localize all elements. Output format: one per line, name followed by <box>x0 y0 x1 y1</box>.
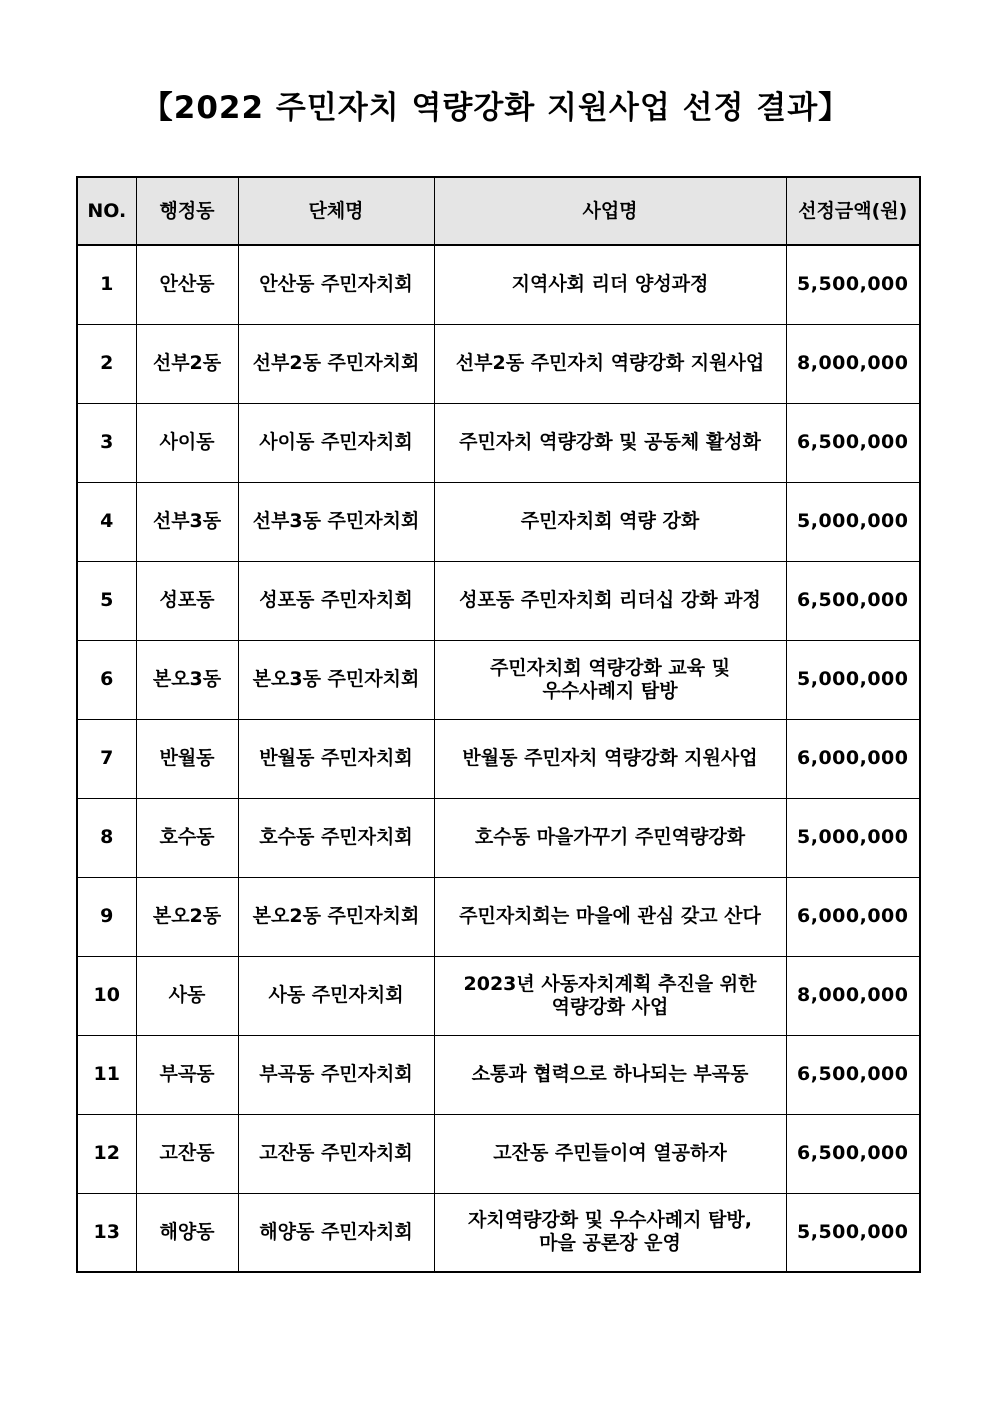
cell-organization: 사동 주민자치회 <box>238 956 434 1035</box>
table-row <box>77 640 920 719</box>
cell-dong: 선부2동 <box>136 324 238 403</box>
cell-no: 4 <box>77 482 136 561</box>
cell-dong: 고잔동 <box>136 1114 238 1193</box>
table-row <box>77 956 920 1035</box>
cell-project: 지역사회 리더 양성과정 <box>434 245 786 324</box>
cell-dong: 안산동 <box>136 245 238 324</box>
cell-project: 반월동 주민자치 역량강화 지원사업 <box>434 719 786 798</box>
table-row <box>77 561 920 640</box>
header-organization: 단체명 <box>238 177 434 245</box>
cell-organization: 호수동 주민자치회 <box>238 798 434 877</box>
cell-dong: 호수동 <box>136 798 238 877</box>
cell-organization: 선부3동 주민자치회 <box>238 482 434 561</box>
cell-project: 주민자치회는 마을에 관심 갖고 산다 <box>434 877 786 956</box>
table-row <box>77 798 920 877</box>
cell-organization: 성포동 주민자치회 <box>238 561 434 640</box>
table-row <box>77 719 920 798</box>
cell-amount: 5,000,000 <box>786 482 920 561</box>
cell-organization: 부곡동 주민자치회 <box>238 1035 434 1114</box>
cell-project: 선부2동 주민자치 역량강화 지원사업 <box>434 324 786 403</box>
cell-project: 소통과 협력으로 하나되는 부곡동 <box>434 1035 786 1114</box>
header-project: 사업명 <box>434 177 786 245</box>
cell-amount: 6,500,000 <box>786 1114 920 1193</box>
cell-organization: 고잔동 주민자치회 <box>238 1114 434 1193</box>
cell-amount: 6,500,000 <box>786 403 920 482</box>
cell-amount: 6,000,000 <box>786 719 920 798</box>
cell-project: 성포동 주민자치회 리더십 강화 과정 <box>434 561 786 640</box>
cell-no: 3 <box>77 403 136 482</box>
cell-dong: 사이동 <box>136 403 238 482</box>
cell-no: 13 <box>77 1193 136 1272</box>
table-row <box>77 324 920 403</box>
cell-dong: 부곡동 <box>136 1035 238 1114</box>
cell-amount: 5,500,000 <box>786 1193 920 1272</box>
cell-project: 호수동 마을가꾸기 주민역량강화 <box>434 798 786 877</box>
table-row <box>77 877 920 956</box>
cell-amount: 6,000,000 <box>786 877 920 956</box>
cell-organization: 안산동 주민자치회 <box>238 245 434 324</box>
cell-no: 1 <box>77 245 136 324</box>
table-header-row <box>77 177 920 245</box>
cell-amount: 5,000,000 <box>786 798 920 877</box>
cell-no: 6 <box>77 640 136 719</box>
selection-results-table <box>76 176 921 1273</box>
cell-project: 자치역량강화 및 우수사례지 탐방, 마을 공론장 운영 <box>434 1193 786 1272</box>
table-row <box>77 403 920 482</box>
table-row <box>77 1193 920 1272</box>
cell-project: 주민자치 역량강화 및 공동체 활성화 <box>434 403 786 482</box>
cell-amount: 6,500,000 <box>786 1035 920 1114</box>
cell-organization: 해양동 주민자치회 <box>238 1193 434 1272</box>
cell-no: 7 <box>77 719 136 798</box>
cell-dong: 성포동 <box>136 561 238 640</box>
cell-project: 주민자치회 역량 강화 <box>434 482 786 561</box>
cell-amount: 5,000,000 <box>786 640 920 719</box>
cell-organization: 본오3동 주민자치회 <box>238 640 434 719</box>
cell-amount: 8,000,000 <box>786 324 920 403</box>
table-row <box>77 1114 920 1193</box>
cell-amount: 8,000,000 <box>786 956 920 1035</box>
cell-dong: 반월동 <box>136 719 238 798</box>
cell-no: 11 <box>77 1035 136 1114</box>
cell-dong: 해양동 <box>136 1193 238 1272</box>
header-amount: 선정금액(원) <box>786 177 920 245</box>
cell-no: 2 <box>77 324 136 403</box>
table-row <box>77 245 920 324</box>
cell-no: 12 <box>77 1114 136 1193</box>
cell-project: 2023년 사동자치계획 추진을 위한 역량강화 사업 <box>434 956 786 1035</box>
cell-project: 주민자치회 역량강화 교육 및 우수사례지 탐방 <box>434 640 786 719</box>
document-title: 【2022 주민자치 역량강화 지원사업 선정 결과】 <box>141 90 851 126</box>
cell-organization: 본오2동 주민자치회 <box>238 877 434 956</box>
cell-organization: 사이동 주민자치회 <box>238 403 434 482</box>
table-row <box>77 1035 920 1114</box>
cell-no: 8 <box>77 798 136 877</box>
header-dong: 행정동 <box>136 177 238 245</box>
cell-dong: 선부3동 <box>136 482 238 561</box>
cell-no: 9 <box>77 877 136 956</box>
cell-dong: 본오3동 <box>136 640 238 719</box>
cell-organization: 선부2동 주민자치회 <box>238 324 434 403</box>
cell-amount: 5,500,000 <box>786 245 920 324</box>
cell-no: 5 <box>77 561 136 640</box>
table-row <box>77 482 920 561</box>
cell-dong: 사동 <box>136 956 238 1035</box>
cell-amount: 6,500,000 <box>786 561 920 640</box>
cell-no: 10 <box>77 956 136 1035</box>
header-no: NO. <box>77 177 136 245</box>
cell-project: 고잔동 주민들이여 열공하자 <box>434 1114 786 1193</box>
cell-organization: 반월동 주민자치회 <box>238 719 434 798</box>
cell-dong: 본오2동 <box>136 877 238 956</box>
